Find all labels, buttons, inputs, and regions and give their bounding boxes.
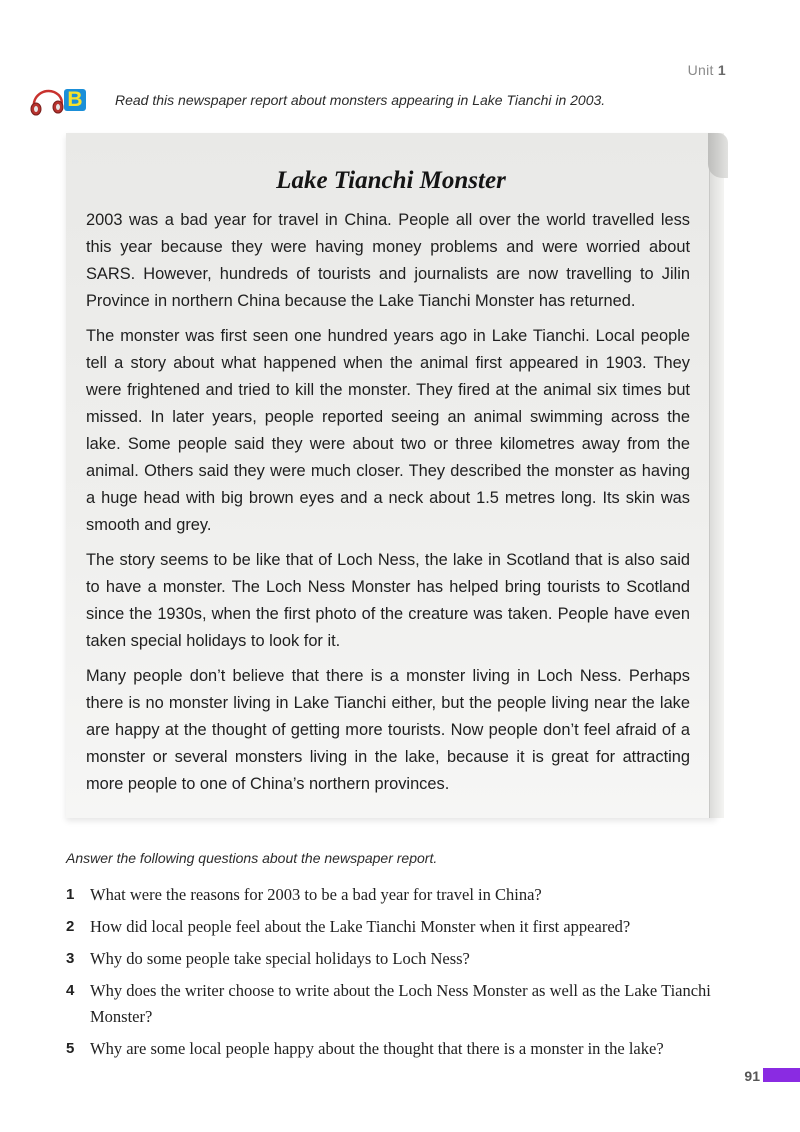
question-number: 3	[66, 950, 75, 967]
section-badge: B	[64, 89, 86, 111]
newspaper-report	[66, 133, 716, 818]
question-text: Why does the writer choose to write about the Loch Ness Monster as well as the Lake Tianchi Monster?	[90, 981, 711, 1026]
question-text: Why do some people take special holidays to Loch Ness?	[90, 949, 470, 968]
article-paragraph: The story seems to be like that of Loch Ness, the lake in Scotland that is also said to have a monster. The Loch Ness Monster has helped bring tourists to Scotland since the 1930s, when the first photo of the creature was taken. People have even taken special holidays to look for it.	[86, 551, 690, 650]
page-number: 91	[744, 1068, 760, 1084]
unit-prefix: Unit	[687, 62, 714, 78]
article-body	[86, 207, 690, 806]
instruction-text: Read this newspaper report about monsters appearing in Lake Tianchi in 2003.	[115, 92, 606, 108]
question-text: How did local people feel about the Lake Tianchi Monster when it first appeared?	[90, 917, 631, 936]
unit-number: 1	[717, 62, 726, 78]
article-paragraph: 2003 was a bad year for travel in China. People all over the world travelled less this year because they were having money problems and were worried about SARS. However, hundreds of tourists and journalists are now travelling to Jilin Province in northern China because the Lake Tianchi Monster has returned.	[86, 211, 690, 310]
article-title: Lake Tianchi Monster	[276, 167, 506, 194]
article-paragraph: The monster was first seen one hundred years ago in Lake Tianchi. Local people tell a story about what happened when the animal first appeared in 1903. They were frightened and tried to kill the monster. They fired at the animal six times but missed. In later years, people reported seeing an animal swimming across the lake. Some people said they were about two or three kilometres away from the animal. Others said they were much closer. They described the monster as having a huge head with big brown eyes and a neck about 1.5 metres long. Its skin was smooth and grey.	[86, 327, 690, 534]
questions-intro: Answer the following questions about the newspaper report.	[66, 850, 438, 866]
headphones-icon	[28, 86, 66, 116]
paper-edge	[709, 133, 724, 818]
question-item	[66, 1036, 726, 1062]
questions-list	[66, 882, 726, 1068]
question-item	[66, 914, 726, 940]
question-number: 4	[66, 982, 75, 999]
question-text: What were the reasons for 2003 to be a bad year for travel in China?	[90, 885, 542, 904]
question-item	[66, 946, 726, 972]
article-paragraph: Many people don’t believe that there is a monster living in Loch Ness. Perhaps there is no monster living in Lake Tianchi either, but the people living near the lake are happy at the thought of getting more tourists. Now people don’t feel afraid of a monster or several monsters living in the lake, because it is great for attracting more people to one of China’s northern provinces.	[86, 667, 690, 793]
question-text: Why are some local people happy about the thought that there is a monster in the lake?	[90, 1039, 664, 1058]
question-number: 5	[66, 1040, 75, 1057]
question-number: 1	[66, 886, 75, 903]
unit-label	[688, 62, 726, 78]
question-item	[66, 978, 726, 1030]
question-number: 2	[66, 918, 75, 935]
page-accent-bar	[763, 1068, 800, 1082]
question-item	[66, 882, 726, 908]
